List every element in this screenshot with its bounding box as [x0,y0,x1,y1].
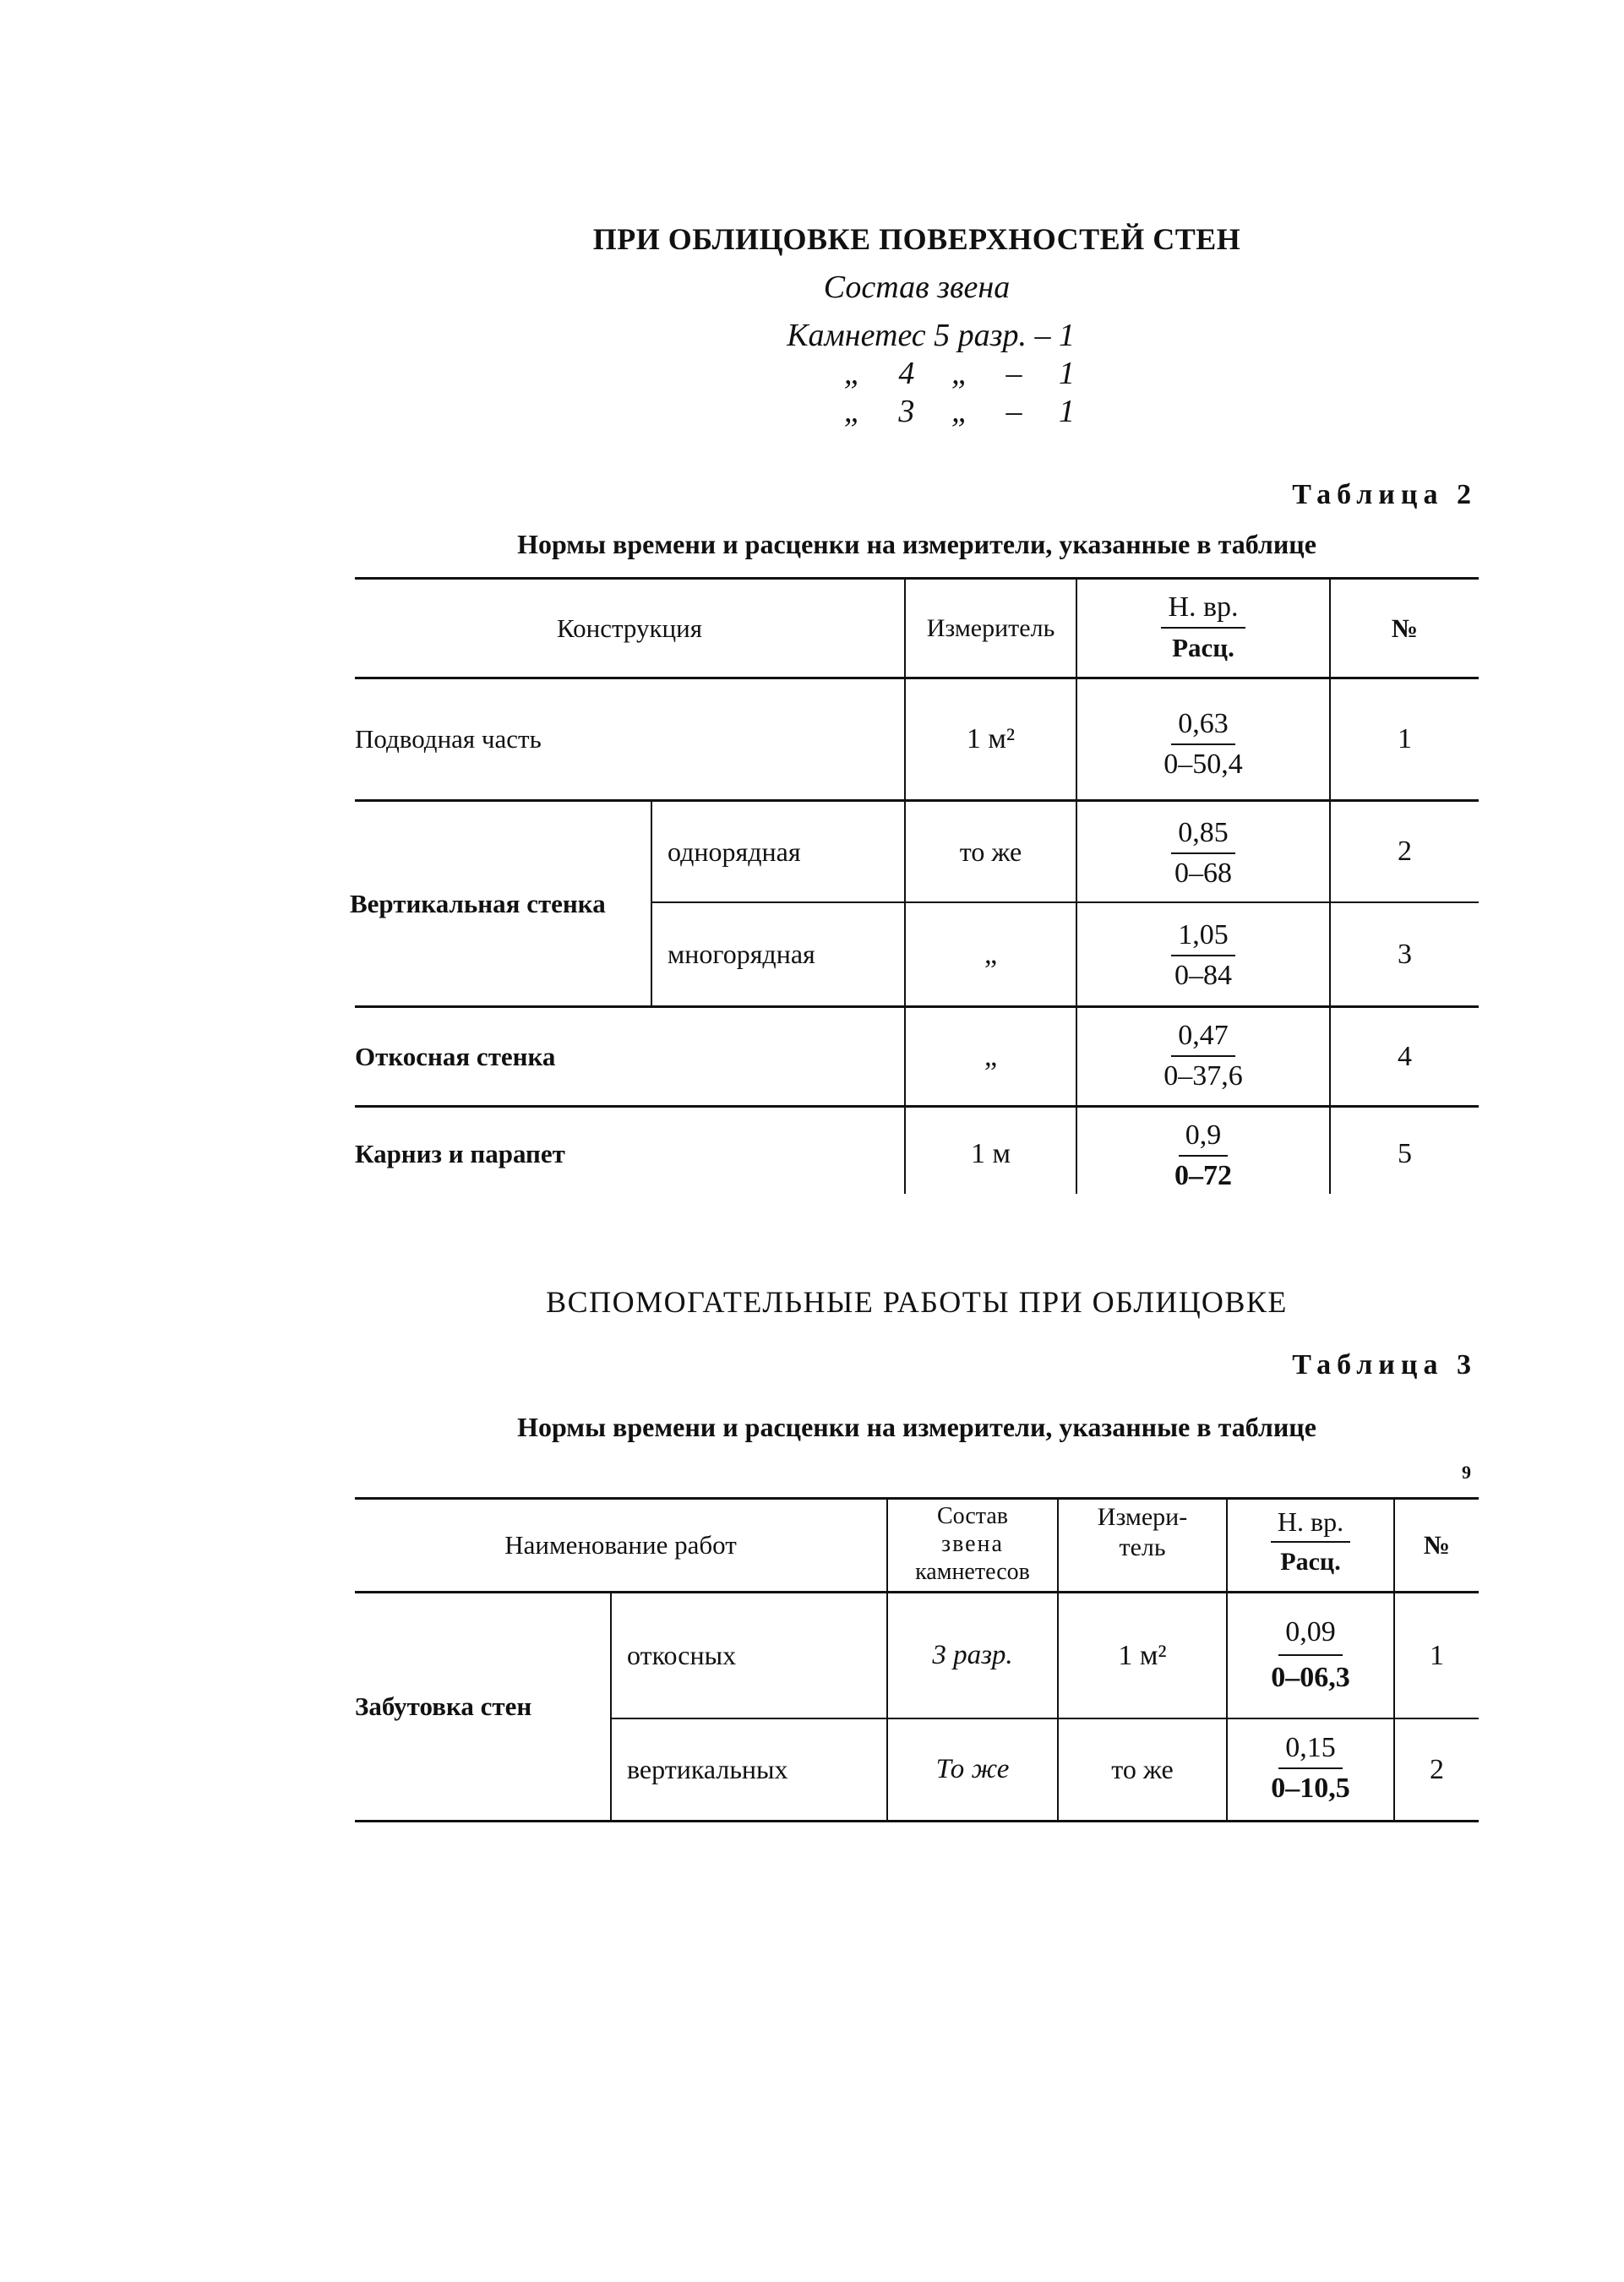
rate-value: 0–50,4 [1164,749,1243,780]
table3-label: Таблица 3 [1292,1349,1477,1381]
table2-header-unit: Измеритель [926,613,1055,642]
table2-row3-norm-rate [1077,919,1329,992]
table3-rule [355,1820,1479,1822]
header-norm: Н. вр. [1271,1506,1350,1543]
header-crew-line: Состав [936,1503,1009,1529]
rate-value: 0–84 [1174,960,1232,991]
table2-row4-no: 4 [1398,1040,1412,1072]
norm-value: 0,47 [1171,1020,1235,1057]
table3-header-crew [888,1502,1057,1586]
table3-row2-unit: то же [1111,1754,1174,1784]
table3-divider [610,1591,612,1820]
header-unit-line: Измери- [1097,1503,1188,1531]
table3-header-norm-rate [1228,1506,1393,1578]
table3-row2-sub: вертикальных [627,1754,788,1784]
table2-caption: Нормы времени и расценки на измерители, указанные в таблице [517,529,1316,559]
table3-row1-norm-rate [1228,1614,1393,1697]
table3-row1-crew: 3 разр. [932,1640,1013,1670]
header-crew-line: камнетесов [915,1559,1030,1585]
header-rate: Расц. [1172,633,1234,662]
table2-row2-no: 2 [1398,836,1412,867]
crew-line-2: „ 4 „ – 1 [843,356,1075,391]
table2-label: Таблица 2 [1292,479,1477,510]
table2-header-construction: Конструкция [557,613,702,643]
table2-divider [651,799,652,1005]
rate-value: 0–37,6 [1164,1060,1243,1092]
rate-value: 0–10,5 [1271,1773,1350,1804]
table3-row2-norm-rate [1228,1732,1393,1805]
table2-row5-no: 5 [1398,1138,1412,1169]
table2-row4-name: Откосная стенка [355,1041,556,1071]
table2-row2-norm-rate [1077,817,1329,890]
table2-row5-norm-rate [1077,1119,1329,1192]
norm-value: 1,05 [1171,919,1235,956]
table2-row3-no: 3 [1398,938,1412,970]
table3-row2-crew: То же [935,1754,1010,1784]
table2-group-vertical-wall: Вертикальная стенка [350,888,606,918]
header-norm: Н. вр. [1161,591,1245,629]
table2-row4-unit: „ [984,1040,998,1072]
rate-value: 0–06,3 [1271,1662,1350,1693]
norm-value: 0,09 [1278,1614,1343,1656]
table2-row5-unit: 1 м [970,1138,1011,1169]
crew-line-3: „ 3 „ – 1 [843,394,1075,429]
crew-heading: Состав звена [823,270,1011,305]
header-crew-line: звена [941,1531,1004,1557]
table3-caption: Нормы времени и расценки на измерители, указанные в таблице [517,1412,1316,1442]
norm-value: 0,15 [1278,1732,1343,1769]
table2-header-norm-rate [1077,591,1329,664]
table2-row2-sub: однорядная [668,836,801,867]
crew-line-1: Камнетес 5 разр. – 1 [787,318,1075,353]
table2-row1-norm-rate [1077,708,1329,781]
table3-row2-no: 2 [1430,1753,1444,1785]
table3-group-backfill: Забутовка стен [355,1691,532,1721]
table3-header-name: Наименование работ [504,1530,737,1560]
table2-row4-norm-rate [1077,1020,1329,1092]
table2-row1-no: 1 [1398,723,1412,754]
section-title-facing: ПРИ ОБЛИЦОВКЕ ПОВЕРХНОСТЕЙ СТЕН [592,222,1241,256]
rate-value: 0–68 [1174,858,1232,889]
norm-value: 0,85 [1171,817,1235,854]
margin-mark: 9 [1462,1462,1471,1483]
table2-row3-sub: многорядная [668,939,815,969]
table3-header-no: № [1423,1530,1451,1560]
header-rate: Расц. [1280,1548,1341,1576]
table3-row1-sub: откосных [627,1640,737,1670]
rate-value: 0–72 [1174,1160,1232,1191]
table2-row2-unit: то же [959,836,1022,867]
section-title-auxiliary: ВСПОМОГАТЕЛЬНЫЕ РАБОТЫ ПРИ ОБЛИЦОВКЕ [546,1285,1288,1319]
table2-header-no: № [1391,613,1419,643]
header-unit-line: тель [1119,1533,1166,1561]
norm-value: 0,63 [1171,708,1235,745]
table3-row1-unit: 1 м² [1118,1639,1167,1671]
norm-value: 0,9 [1179,1119,1229,1157]
table3-row1-no: 1 [1430,1639,1444,1671]
table2-row3-unit: „ [984,938,998,970]
table2-row1-name: Подводная часть [355,724,542,754]
table3-header-unit [1059,1502,1226,1563]
table2-row5-name: Карниз и парапет [355,1139,565,1168]
table2-row1-unit: 1 м² [966,723,1016,754]
